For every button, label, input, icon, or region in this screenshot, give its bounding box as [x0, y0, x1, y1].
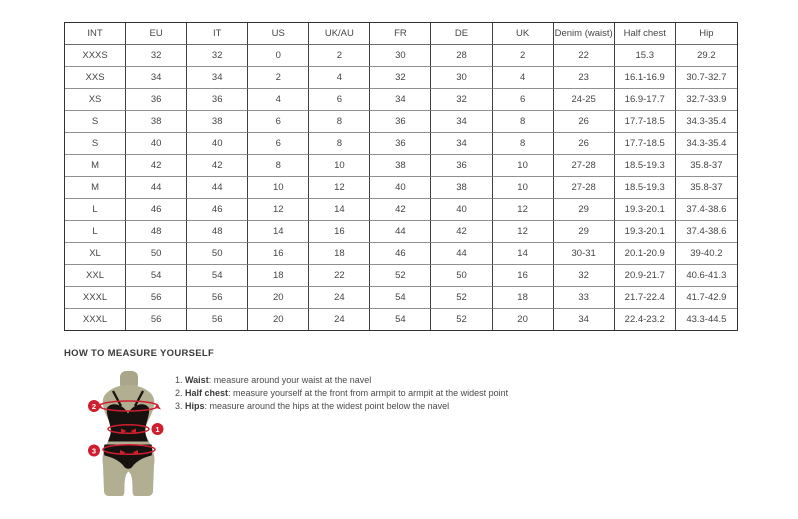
size-cell: 36: [431, 155, 492, 177]
size-row: [65, 265, 737, 287]
size-cell: 20: [248, 287, 309, 309]
measure-steps-list: [175, 374, 735, 413]
size-cell: 36: [126, 89, 187, 111]
size-cell: 54: [187, 265, 248, 287]
size-cell: 28: [431, 45, 492, 67]
size-cell: 22.4-23.2: [615, 309, 676, 330]
size-cell: 16: [309, 221, 370, 243]
size-cell: 54: [370, 287, 431, 309]
size-cell: XL: [65, 243, 126, 265]
size-cell: 24-25: [554, 89, 615, 111]
step-number: 2.: [175, 388, 186, 398]
size-cell: 50: [187, 243, 248, 265]
size-cell: 19.3-20.1: [615, 199, 676, 221]
size-cell: 54: [126, 265, 187, 287]
size-cell: 20: [493, 309, 554, 330]
size-cell: 27-28: [554, 177, 615, 199]
size-cell: 43.3-44.5: [686, 314, 727, 325]
size-cell: S: [65, 133, 126, 155]
size-cell: 4: [248, 89, 309, 111]
size-cell: 38: [370, 155, 431, 177]
size-cell: 34.3-35.4: [676, 111, 737, 133]
size-cell: 12: [248, 199, 309, 221]
size-cell: L: [65, 221, 126, 243]
size-cell: 42: [126, 155, 187, 177]
size-cell: 17.7-18.5: [615, 111, 676, 133]
size-cell: 52: [431, 287, 492, 309]
size-cell: 32: [431, 89, 492, 111]
size-cell: 12: [309, 177, 370, 199]
size-cell: 22: [554, 45, 615, 67]
size-cell: 18.5-19.3: [615, 155, 676, 177]
size-cell: 30.7-32.7: [676, 67, 737, 89]
size-cell: 36: [187, 89, 248, 111]
step-label: Waist: [185, 375, 209, 385]
size-cell: 46: [370, 243, 431, 265]
size-cell: 6: [248, 133, 309, 155]
size-cell: 18: [248, 265, 309, 287]
size-row: [65, 243, 737, 265]
size-cell: XXXS: [65, 45, 126, 67]
size-cell: 32: [370, 67, 431, 89]
size-row: [65, 287, 737, 309]
size-cell: 0: [248, 45, 309, 67]
size-cell: 50: [431, 265, 492, 287]
mannequin-figure: [80, 371, 180, 501]
column-header: Denim (waist): [554, 23, 615, 45]
size-cell: 34.3-35.4: [676, 133, 737, 155]
size-cell: 24: [309, 287, 370, 309]
size-cell: 34: [126, 67, 187, 89]
size-cell: 2: [493, 45, 554, 67]
size-row: [65, 111, 737, 133]
measure-step: [175, 387, 735, 400]
step-text: : measure yourself at the front from armpit to armpit at the widest point: [228, 388, 509, 398]
size-cell: 54: [370, 309, 431, 330]
size-cell: 14: [248, 221, 309, 243]
size-cell: 26: [554, 111, 615, 133]
column-header: Half chest: [615, 23, 676, 45]
size-cell: 34: [431, 133, 492, 155]
size-cell: S: [65, 111, 126, 133]
size-cell: 8: [309, 111, 370, 133]
column-header: DE: [431, 23, 492, 45]
size-cell: 29.2: [676, 45, 737, 67]
size-cell: 42: [187, 155, 248, 177]
size-cell: 40: [187, 133, 248, 155]
size-cell: 2: [248, 67, 309, 89]
size-row: [65, 45, 737, 67]
size-cell: 4: [309, 67, 370, 89]
size-row: [65, 177, 737, 199]
size-cell: 18: [493, 287, 554, 309]
size-cell: 52: [370, 265, 431, 287]
column-header: UK/AU: [309, 23, 370, 45]
size-cell: 30-31: [554, 243, 615, 265]
size-cell: 20.1-20.9: [615, 243, 676, 265]
size-cell: 21.7-22.4: [615, 287, 676, 309]
column-header: US: [248, 23, 309, 45]
step-label: Hips: [185, 401, 205, 411]
size-cell: 38: [126, 111, 187, 133]
size-cell: 50: [126, 243, 187, 265]
column-header: IT: [187, 23, 248, 45]
size-cell: 17.7-18.5: [615, 133, 676, 155]
size-row: [65, 309, 737, 330]
size-row: [65, 67, 737, 89]
size-cell: 18: [309, 243, 370, 265]
size-cell: XXXL: [65, 287, 126, 309]
size-cell: 14: [493, 243, 554, 265]
size-cell: 44: [370, 221, 431, 243]
size-row: [65, 221, 737, 243]
size-cell: 14: [309, 199, 370, 221]
size-cell: 44: [126, 177, 187, 199]
column-header: FR: [370, 23, 431, 45]
column-header: UK: [493, 23, 554, 45]
size-cell: 56: [126, 309, 187, 330]
size-cell: XS: [65, 89, 126, 111]
size-cell: 6: [248, 111, 309, 133]
size-cell: 42: [370, 199, 431, 221]
size-cell: 10: [493, 177, 554, 199]
size-cell: 56: [187, 287, 248, 309]
size-cell: 23: [554, 67, 615, 89]
size-chart-header-row: [65, 23, 737, 45]
size-chart-table: [64, 22, 738, 331]
size-cell: 24: [309, 309, 370, 330]
size-cell: 46: [126, 199, 187, 221]
size-cell: 42: [431, 221, 492, 243]
size-row: [65, 89, 737, 111]
size-cell: 4: [493, 67, 554, 89]
size-cell: 30: [431, 67, 492, 89]
size-cell: 20: [248, 309, 309, 330]
size-cell: 16.9-17.7: [615, 89, 676, 111]
column-header: INT: [65, 23, 126, 45]
size-cell: 32: [126, 45, 187, 67]
size-cell: 44: [431, 243, 492, 265]
size-cell: 39-40.2: [676, 243, 737, 265]
size-cell: 40: [126, 133, 187, 155]
measure-step: [175, 374, 735, 387]
size-cell: 37.4-38.6: [676, 221, 737, 243]
size-cell: 38: [431, 177, 492, 199]
size-cell: L: [65, 199, 126, 221]
size-cell: 52: [431, 309, 492, 330]
measure-section-title: HOW TO MEASURE YOURSELF: [64, 348, 215, 359]
size-cell: M: [65, 177, 126, 199]
size-cell: 48: [187, 221, 248, 243]
size-cell: 37.4-38.6: [676, 199, 737, 221]
size-cell: 36: [370, 111, 431, 133]
size-cell: 16.1-16.9: [615, 67, 676, 89]
size-cell: 8: [493, 111, 554, 133]
size-cell: 15.3: [615, 45, 676, 67]
svg-text:2: 2: [91, 401, 97, 411]
size-cell: 20.9-21.7: [615, 265, 676, 287]
size-cell: 46: [187, 199, 248, 221]
size-cell: 36: [370, 133, 431, 155]
column-header: EU: [126, 23, 187, 45]
size-cell: 40: [431, 199, 492, 221]
size-row: [65, 155, 737, 177]
size-cell: 6: [309, 89, 370, 111]
column-header: Hip: [676, 23, 737, 45]
size-cell: 33: [554, 287, 615, 309]
size-cell: 34: [187, 67, 248, 89]
size-chart-body: [65, 45, 737, 330]
step-number: 3.: [175, 401, 186, 411]
size-cell: 29: [554, 221, 615, 243]
size-cell: 35.8-37: [676, 155, 737, 177]
size-cell: 30: [370, 45, 431, 67]
size-cell: 29: [554, 199, 615, 221]
size-cell: M: [65, 155, 126, 177]
size-cell: 56: [187, 309, 248, 330]
size-cell: 8: [248, 155, 309, 177]
size-cell: 32: [554, 265, 615, 287]
step-label: Half chest: [185, 388, 229, 398]
size-cell: 16: [493, 265, 554, 287]
step-text: : measure around your waist at the navel: [208, 375, 372, 385]
svg-text:3: 3: [91, 446, 97, 456]
size-cell: 6: [493, 89, 554, 111]
svg-text:1: 1: [155, 424, 160, 434]
size-cell: 40: [370, 177, 431, 199]
size-cell: 44: [187, 177, 248, 199]
size-cell: 27-28: [554, 155, 615, 177]
size-cell: 34: [431, 111, 492, 133]
size-cell: 19.3-20.1: [615, 221, 676, 243]
mannequin-illustration: [80, 371, 180, 501]
size-cell: 34: [554, 309, 615, 330]
size-cell: 41.7-42.9: [676, 287, 737, 309]
size-cell: 56: [126, 287, 187, 309]
badge-chest: [88, 400, 100, 412]
size-cell: 8: [309, 133, 370, 155]
badge-waist: [152, 423, 164, 435]
badge-hips: [88, 445, 100, 457]
size-cell: 10: [309, 155, 370, 177]
size-cell: 10: [248, 177, 309, 199]
size-cell: 2: [309, 45, 370, 67]
size-cell: 10: [493, 155, 554, 177]
size-cell: XXL: [65, 265, 126, 287]
size-row: [65, 133, 737, 155]
size-cell: 22: [309, 265, 370, 287]
size-row: [65, 199, 737, 221]
size-cell: 12: [493, 221, 554, 243]
size-cell: 34: [370, 89, 431, 111]
size-cell: 8: [493, 133, 554, 155]
size-cell: 40.6-41.3: [676, 265, 737, 287]
size-cell: XXS: [65, 67, 126, 89]
size-cell: 35.8-37: [676, 177, 737, 199]
size-cell: 18.5-19.3: [615, 177, 676, 199]
step-number: 1.: [175, 375, 186, 385]
size-cell: 12: [493, 199, 554, 221]
size-cell: 16: [248, 243, 309, 265]
measure-step: [175, 400, 735, 413]
size-cell: 48: [126, 221, 187, 243]
size-chart-head: [65, 23, 737, 45]
size-cell: 32.7-33.9: [676, 89, 737, 111]
step-text: : measure around the hips at the widest point below the navel: [204, 401, 450, 411]
size-cell: 32: [187, 45, 248, 67]
size-cell: XXXL: [65, 309, 126, 330]
size-cell: 26: [554, 133, 615, 155]
size-cell: 38: [187, 111, 248, 133]
